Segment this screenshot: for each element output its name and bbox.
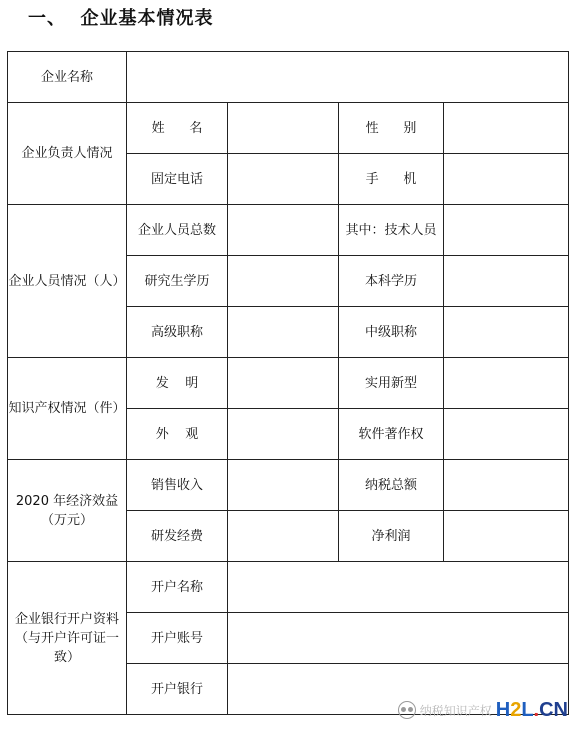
economy-group-label: 2020 年经济效益 （万元）: [8, 460, 127, 562]
leader-name-field[interactable]: [228, 103, 339, 154]
ip-utility-label: 实用新型: [339, 358, 444, 409]
staff-bachelor-field[interactable]: [444, 256, 569, 307]
table-row: [8, 205, 569, 256]
leader-mobile-field[interactable]: [444, 154, 569, 205]
watermark-faint-text: 纳税知识产权: [419, 703, 492, 718]
staff-mid-title-field[interactable]: [444, 307, 569, 358]
leader-name-label: 姓 名: [127, 103, 228, 154]
bank-account-number-field[interactable]: [228, 613, 569, 664]
economy-rd-label: 研发经费: [127, 511, 228, 562]
bank-account-name-field[interactable]: [228, 562, 569, 613]
leader-group-label: 企业负责人情况: [8, 103, 127, 205]
bank-group-label: 企业银行开户资料 （与开户许可证一 致）: [8, 562, 127, 715]
leader-gender-label: 性 别: [339, 103, 444, 154]
economy-tax-field[interactable]: [444, 460, 569, 511]
section-heading: 一、 企业基本情况表: [28, 8, 214, 29]
staff-total-field[interactable]: [228, 205, 339, 256]
ip-invention-field[interactable]: [228, 358, 339, 409]
ip-design-label: 外 观: [127, 409, 228, 460]
enterprise-info-table: [7, 51, 569, 715]
leader-phone-label: 固定电话: [127, 154, 228, 205]
staff-graduate-label: 研究生学历: [127, 256, 228, 307]
leader-mobile-label: 手 机: [339, 154, 444, 205]
ip-group-label: 知识产权情况（件）: [8, 358, 127, 460]
economy-net-profit-label: 净利润: [339, 511, 444, 562]
staff-tech-field[interactable]: [444, 205, 569, 256]
ip-utility-field[interactable]: [444, 358, 569, 409]
economy-net-profit-field[interactable]: [444, 511, 569, 562]
staff-bachelor-label: 本科学历: [339, 256, 444, 307]
staff-senior-title-label: 高级职称: [127, 307, 228, 358]
company-name-label: 企业名称: [8, 52, 127, 103]
watermark: [398, 699, 568, 721]
ip-software-field[interactable]: [444, 409, 569, 460]
bank-name-label: 开户银行: [127, 664, 228, 715]
economy-sales-label: 销售收入: [127, 460, 228, 511]
ip-design-field[interactable]: [228, 409, 339, 460]
table-row: [8, 52, 569, 103]
ip-invention-label: 发 明: [127, 358, 228, 409]
economy-tax-label: 纳税总额: [339, 460, 444, 511]
bank-account-number-label: 开户账号: [127, 613, 228, 664]
staff-graduate-field[interactable]: [228, 256, 339, 307]
staff-tech-label: 其中：技术人员: [339, 205, 444, 256]
staff-senior-title-field[interactable]: [228, 307, 339, 358]
table-row: [8, 562, 569, 613]
ip-software-label: 软件著作权: [339, 409, 444, 460]
leader-gender-field[interactable]: [444, 103, 569, 154]
company-name-field[interactable]: [127, 52, 569, 103]
table-row: [8, 460, 569, 511]
h2l-logo: H2L.CN: [495, 698, 568, 721]
table-row: [8, 103, 569, 154]
wechat-icon: [398, 701, 416, 719]
economy-rd-field[interactable]: [228, 511, 339, 562]
bank-account-name-label: 开户名称: [127, 562, 228, 613]
staff-group-label: 企业人员情况（人）: [8, 205, 127, 358]
staff-total-label: 企业人员总数: [127, 205, 228, 256]
staff-mid-title-label: 中级职称: [339, 307, 444, 358]
leader-phone-field[interactable]: [228, 154, 339, 205]
table-row: [8, 358, 569, 409]
economy-sales-field[interactable]: [228, 460, 339, 511]
